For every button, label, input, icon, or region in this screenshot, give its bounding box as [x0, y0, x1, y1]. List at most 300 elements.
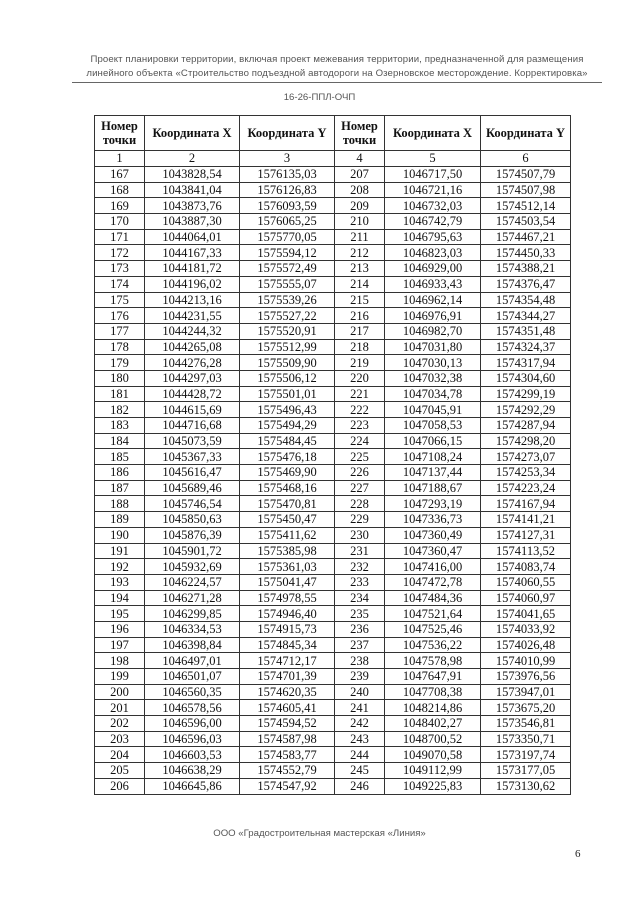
table-cell: 1047484,36: [385, 590, 481, 606]
table-cell: 1575468,16: [240, 480, 335, 496]
table-cell: 1573947,01: [481, 684, 571, 700]
table-cell: 1576093,59: [240, 198, 335, 214]
table-cell: 189: [95, 512, 145, 528]
table-cell: 1045850,63: [145, 512, 240, 528]
table-cell: 1574594,52: [240, 716, 335, 732]
table-cell: 1574547,92: [240, 778, 335, 794]
table-cell: 1575041,47: [240, 574, 335, 590]
table-cell: 239: [335, 669, 385, 685]
table-cell: 230: [335, 527, 385, 543]
table-cell: 188: [95, 496, 145, 512]
table-cell: 204: [95, 747, 145, 763]
table-cell: 1575539,26: [240, 292, 335, 308]
table-cell: 1574041,65: [481, 606, 571, 622]
table-cell: 1573976,56: [481, 669, 571, 685]
column-header: Номер точки: [95, 116, 145, 151]
table-cell: 1574273,07: [481, 449, 571, 465]
table-row: [95, 559, 571, 575]
table-cell: 1046596,00: [145, 716, 240, 732]
table-row: [95, 512, 571, 528]
table-cell: 185: [95, 449, 145, 465]
table-cell: 1575484,45: [240, 433, 335, 449]
table-cell: 1047360,47: [385, 543, 481, 559]
table-row: [95, 355, 571, 371]
table-cell: 1575512,99: [240, 339, 335, 355]
table-cell: 1044276,28: [145, 355, 240, 371]
column-number: 6: [481, 151, 571, 167]
table-row: [95, 245, 571, 261]
table-cell: 1044231,55: [145, 308, 240, 324]
table-cell: 1574344,27: [481, 308, 571, 324]
table-cell: 1574467,21: [481, 229, 571, 245]
table-cell: 1048402,27: [385, 716, 481, 732]
table-row: [95, 637, 571, 653]
table-row: [95, 763, 571, 779]
table-row: [95, 716, 571, 732]
table-cell: 221: [335, 386, 385, 402]
table-cell: 1576065,25: [240, 214, 335, 230]
table-row: [95, 339, 571, 355]
table-cell: 241: [335, 700, 385, 716]
header-line-1: Проект планировки территории, включая проект межевания территории, предназначенной для размещения: [90, 54, 584, 65]
table-body: [95, 167, 571, 795]
table-cell: 1573350,71: [481, 731, 571, 747]
table-cell: 1574388,21: [481, 261, 571, 277]
table-cell: 1044428,72: [145, 386, 240, 402]
table-cell: 222: [335, 402, 385, 418]
table-cell: 1047521,64: [385, 606, 481, 622]
table-cell: 176: [95, 308, 145, 324]
table-row: [95, 308, 571, 324]
table-cell: 1574010,99: [481, 653, 571, 669]
table-cell: 1574026,48: [481, 637, 571, 653]
table-row: [95, 418, 571, 434]
table-cell: 234: [335, 590, 385, 606]
table-cell: 1045901,72: [145, 543, 240, 559]
table-cell: 1047034,78: [385, 386, 481, 402]
table-row: [95, 590, 571, 606]
table-cell: 1045616,47: [145, 465, 240, 481]
table-cell: 1046645,86: [145, 778, 240, 794]
table-cell: 172: [95, 245, 145, 261]
table-cell: 235: [335, 606, 385, 622]
table-cell: 1047032,38: [385, 370, 481, 386]
table-row: [95, 167, 571, 183]
column-header: Координата X: [385, 116, 481, 151]
table-row: [95, 292, 571, 308]
table-cell: 215: [335, 292, 385, 308]
column-number: 3: [240, 151, 335, 167]
table-cell: 1044265,08: [145, 339, 240, 355]
table-row: [95, 480, 571, 496]
table-cell: 225: [335, 449, 385, 465]
table-cell: 200: [95, 684, 145, 700]
table-cell: 1574978,55: [240, 590, 335, 606]
table-cell: 171: [95, 229, 145, 245]
table-cell: 1046823,03: [385, 245, 481, 261]
table-cell: 177: [95, 323, 145, 339]
table-cell: 1574552,79: [240, 763, 335, 779]
table-cell: 1575506,12: [240, 370, 335, 386]
table-cell: 167: [95, 167, 145, 183]
document-code: 16-26-ППЛ-ОЧП: [283, 92, 356, 103]
table-cell: 1575509,90: [240, 355, 335, 371]
table-cell: 1047066,15: [385, 433, 481, 449]
table-row: [95, 653, 571, 669]
table-cell: 1574583,77: [240, 747, 335, 763]
column-number: 5: [385, 151, 481, 167]
table-row: [95, 574, 571, 590]
table-cell: 1574167,94: [481, 496, 571, 512]
table-row: [95, 621, 571, 637]
table-cell: 1044064,01: [145, 229, 240, 245]
table-cell: 244: [335, 747, 385, 763]
table-cell: 1044181,72: [145, 261, 240, 277]
table-row: [95, 778, 571, 794]
table-cell: 208: [335, 182, 385, 198]
table-cell: 183: [95, 418, 145, 434]
table-cell: 223: [335, 418, 385, 434]
table-cell: 214: [335, 276, 385, 292]
table-cell: 211: [335, 229, 385, 245]
table-cell: 1047188,67: [385, 480, 481, 496]
document-header: [72, 53, 602, 83]
table-cell: 212: [335, 245, 385, 261]
table-cell: 1047137,44: [385, 465, 481, 481]
table-cell: 1046497,01: [145, 653, 240, 669]
table-cell: 1046929,00: [385, 261, 481, 277]
table-cell: 218: [335, 339, 385, 355]
table-cell: 196: [95, 621, 145, 637]
table-cell: 1575496,43: [240, 402, 335, 418]
table-row: [95, 684, 571, 700]
table-cell: 1046299,85: [145, 606, 240, 622]
table-row: [95, 747, 571, 763]
table-cell: 1044196,02: [145, 276, 240, 292]
table-cell: 1573177,05: [481, 763, 571, 779]
table-cell: 1575476,18: [240, 449, 335, 465]
table-cell: 1046732,03: [385, 198, 481, 214]
table-cell: 1046933,43: [385, 276, 481, 292]
column-number: 4: [335, 151, 385, 167]
table-row: [95, 229, 571, 245]
table-cell: 228: [335, 496, 385, 512]
column-header: Координата X: [145, 116, 240, 151]
table-cell: 1048700,52: [385, 731, 481, 747]
table-cell: 1043828,54: [145, 167, 240, 183]
table-cell: 1575527,22: [240, 308, 335, 324]
table-cell: 1574587,98: [240, 731, 335, 747]
table-cell: 1574324,37: [481, 339, 571, 355]
table-cell: 178: [95, 339, 145, 355]
table-cell: 1046982,70: [385, 323, 481, 339]
table-cell: 193: [95, 574, 145, 590]
table-cell: 1575520,91: [240, 323, 335, 339]
table-cell: 1576126,83: [240, 182, 335, 198]
table-cell: 1047108,24: [385, 449, 481, 465]
table-cell: 190: [95, 527, 145, 543]
column-header: Координата Y: [240, 116, 335, 151]
table-cell: 1575494,29: [240, 418, 335, 434]
table-cell: 1049070,58: [385, 747, 481, 763]
table-cell: 181: [95, 386, 145, 402]
table-cell: 1574060,97: [481, 590, 571, 606]
table-cell: 1574512,14: [481, 198, 571, 214]
table-row: [95, 386, 571, 402]
table-cell: 169: [95, 198, 145, 214]
table-cell: 173: [95, 261, 145, 277]
table-cell: 1574712,17: [240, 653, 335, 669]
table-cell: 1043887,30: [145, 214, 240, 230]
table-cell: 1044244,32: [145, 323, 240, 339]
table-cell: 226: [335, 465, 385, 481]
table-cell: 1049112,99: [385, 763, 481, 779]
table-cell: 1045689,46: [145, 480, 240, 496]
table-cell: 1575770,05: [240, 229, 335, 245]
table-cell: 205: [95, 763, 145, 779]
table-cell: 1575411,62: [240, 527, 335, 543]
table-cell: 1047472,78: [385, 574, 481, 590]
table-row: [95, 606, 571, 622]
table-cell: 246: [335, 778, 385, 794]
table-cell: 1046271,28: [145, 590, 240, 606]
table-row: [95, 276, 571, 292]
page-number: 6: [575, 848, 581, 860]
column-number: 2: [145, 151, 240, 167]
table-cell: 1047416,00: [385, 559, 481, 575]
table-cell: 224: [335, 433, 385, 449]
table-cell: 182: [95, 402, 145, 418]
table-cell: 1046721,16: [385, 182, 481, 198]
table-cell: 1046962,14: [385, 292, 481, 308]
table-cell: 1574304,60: [481, 370, 571, 386]
table-cell: 1574620,35: [240, 684, 335, 700]
table-cell: 1045073,59: [145, 433, 240, 449]
table-cell: 1576135,03: [240, 167, 335, 183]
table-cell: 1574033,92: [481, 621, 571, 637]
header-line-2: линейного объекта «Строительство подъездной автодороги на Озерновское месторождение. Корректировка»: [72, 67, 602, 83]
table-cell: 184: [95, 433, 145, 449]
table-cell: 1043873,76: [145, 198, 240, 214]
table-cell: 1575450,47: [240, 512, 335, 528]
table-cell: 1047336,73: [385, 512, 481, 528]
table-cell: 170: [95, 214, 145, 230]
table-cell: 1047536,22: [385, 637, 481, 653]
table-cell: 219: [335, 355, 385, 371]
table-cell: 1574127,31: [481, 527, 571, 543]
table-cell: 1047031,80: [385, 339, 481, 355]
table-cell: 1046742,79: [385, 214, 481, 230]
table-cell: 1046501,07: [145, 669, 240, 685]
table-cell: 198: [95, 653, 145, 669]
table-cell: 202: [95, 716, 145, 732]
table-row: [95, 402, 571, 418]
table-cell: 1046578,56: [145, 700, 240, 716]
table-row: [95, 465, 571, 481]
table-cell: 227: [335, 480, 385, 496]
table-cell: 1575555,07: [240, 276, 335, 292]
table-cell: 1574287,94: [481, 418, 571, 434]
table-cell: 1575501,01: [240, 386, 335, 402]
table-cell: 232: [335, 559, 385, 575]
table-cell: 1047293,19: [385, 496, 481, 512]
table-cell: 203: [95, 731, 145, 747]
table-row: [95, 669, 571, 685]
table-cell: 207: [335, 167, 385, 183]
table-cell: 1575594,12: [240, 245, 335, 261]
table-cell: 1573546,81: [481, 716, 571, 732]
table-row: [95, 323, 571, 339]
table-header-row: [95, 116, 571, 151]
table-row: [95, 731, 571, 747]
table-row: [95, 700, 571, 716]
table-cell: 1575385,98: [240, 543, 335, 559]
table-cell: 1046224,57: [145, 574, 240, 590]
table-cell: 1044615,69: [145, 402, 240, 418]
table-cell: 191: [95, 543, 145, 559]
table-cell: 1574354,48: [481, 292, 571, 308]
table-cell: 210: [335, 214, 385, 230]
table-cell: 1573130,62: [481, 778, 571, 794]
column-header: Координата Y: [481, 116, 571, 151]
table-cell: 186: [95, 465, 145, 481]
table-cell: 195: [95, 606, 145, 622]
table-cell: 1574605,41: [240, 700, 335, 716]
table-cell: 1573675,20: [481, 700, 571, 716]
table-cell: 1574292,29: [481, 402, 571, 418]
table-cell: 1044716,68: [145, 418, 240, 434]
table-cell: 1574376,47: [481, 276, 571, 292]
table-cell: 1047525,46: [385, 621, 481, 637]
table-cell: 1047030,13: [385, 355, 481, 371]
table-cell: 242: [335, 716, 385, 732]
table-row: [95, 198, 571, 214]
table-cell: 199: [95, 669, 145, 685]
table-row: [95, 261, 571, 277]
table-cell: 237: [335, 637, 385, 653]
table-cell: 1574507,79: [481, 167, 571, 183]
table-cell: 1047578,98: [385, 653, 481, 669]
table-cell: 1575470,81: [240, 496, 335, 512]
table-cell: 1574317,94: [481, 355, 571, 371]
table-cell: 1574450,33: [481, 245, 571, 261]
table-cell: 1047058,53: [385, 418, 481, 434]
table-row: [95, 496, 571, 512]
table-cell: 1044167,33: [145, 245, 240, 261]
table-row: [95, 182, 571, 198]
table-cell: 1044297,03: [145, 370, 240, 386]
table-cell: 231: [335, 543, 385, 559]
table-cell: 233: [335, 574, 385, 590]
table-cell: 1573197,74: [481, 747, 571, 763]
table-cell: 1045746,54: [145, 496, 240, 512]
table-cell: 1574915,73: [240, 621, 335, 637]
table-cell: 229: [335, 512, 385, 528]
table-cell: 201: [95, 700, 145, 716]
coordinates-table: [94, 115, 571, 795]
table-cell: 1047708,38: [385, 684, 481, 700]
table-cell: 1574701,39: [240, 669, 335, 685]
table-cell: 1045932,69: [145, 559, 240, 575]
table-cell: 1574141,21: [481, 512, 571, 528]
table-cell: 1044213,16: [145, 292, 240, 308]
table-cell: 245: [335, 763, 385, 779]
table-cell: 1575361,03: [240, 559, 335, 575]
table-cell: 238: [335, 653, 385, 669]
table-cell: 175: [95, 292, 145, 308]
table-cell: 1049225,83: [385, 778, 481, 794]
table-cell: 1048214,86: [385, 700, 481, 716]
table-row: [95, 527, 571, 543]
table-cell: 209: [335, 198, 385, 214]
table-cell: 1046603,53: [145, 747, 240, 763]
table-cell: 1046596,03: [145, 731, 240, 747]
table-cell: 1574299,19: [481, 386, 571, 402]
table-cell: 179: [95, 355, 145, 371]
table-cell: 1575572,49: [240, 261, 335, 277]
table-cell: 1574223,24: [481, 480, 571, 496]
column-number-row: [95, 151, 571, 167]
table-row: [95, 543, 571, 559]
table-row: [95, 214, 571, 230]
table-cell: 1047045,91: [385, 402, 481, 418]
table-cell: 1046717,50: [385, 167, 481, 183]
table-cell: 174: [95, 276, 145, 292]
column-header: Номер точки: [335, 116, 385, 151]
table-cell: 1575469,90: [240, 465, 335, 481]
table-cell: 243: [335, 731, 385, 747]
table-cell: 1574845,34: [240, 637, 335, 653]
table-cell: 206: [95, 778, 145, 794]
table-cell: 1574503,54: [481, 214, 571, 230]
table-cell: 1574507,98: [481, 182, 571, 198]
table-cell: 1046638,29: [145, 763, 240, 779]
table-cell: 240: [335, 684, 385, 700]
column-number: 1: [95, 151, 145, 167]
table-cell: 220: [335, 370, 385, 386]
table-cell: 1045367,33: [145, 449, 240, 465]
table-cell: 1047360,49: [385, 527, 481, 543]
table-cell: 1574083,74: [481, 559, 571, 575]
table-cell: 197: [95, 637, 145, 653]
table-cell: 1045876,39: [145, 527, 240, 543]
table-cell: 1574253,34: [481, 465, 571, 481]
table-cell: 168: [95, 182, 145, 198]
table-cell: 1043841,04: [145, 182, 240, 198]
table-cell: 1046560,35: [145, 684, 240, 700]
table-cell: 1046795,63: [385, 229, 481, 245]
table-cell: 194: [95, 590, 145, 606]
table-row: [95, 370, 571, 386]
table-cell: 187: [95, 480, 145, 496]
table-cell: 1046398,84: [145, 637, 240, 653]
table-cell: 1047647,91: [385, 669, 481, 685]
table-cell: 217: [335, 323, 385, 339]
table-cell: 1574946,40: [240, 606, 335, 622]
table-cell: 1574298,20: [481, 433, 571, 449]
table-cell: 236: [335, 621, 385, 637]
footer-organization: ООО «Градостроительная мастерская «Линия»: [213, 828, 426, 839]
table-cell: 213: [335, 261, 385, 277]
table-cell: 216: [335, 308, 385, 324]
table-cell: 1046976,91: [385, 308, 481, 324]
table-row: [95, 449, 571, 465]
table-cell: 1574113,52: [481, 543, 571, 559]
table-cell: 192: [95, 559, 145, 575]
table-cell: 1574060,55: [481, 574, 571, 590]
table-cell: 1574351,48: [481, 323, 571, 339]
table-cell: 180: [95, 370, 145, 386]
